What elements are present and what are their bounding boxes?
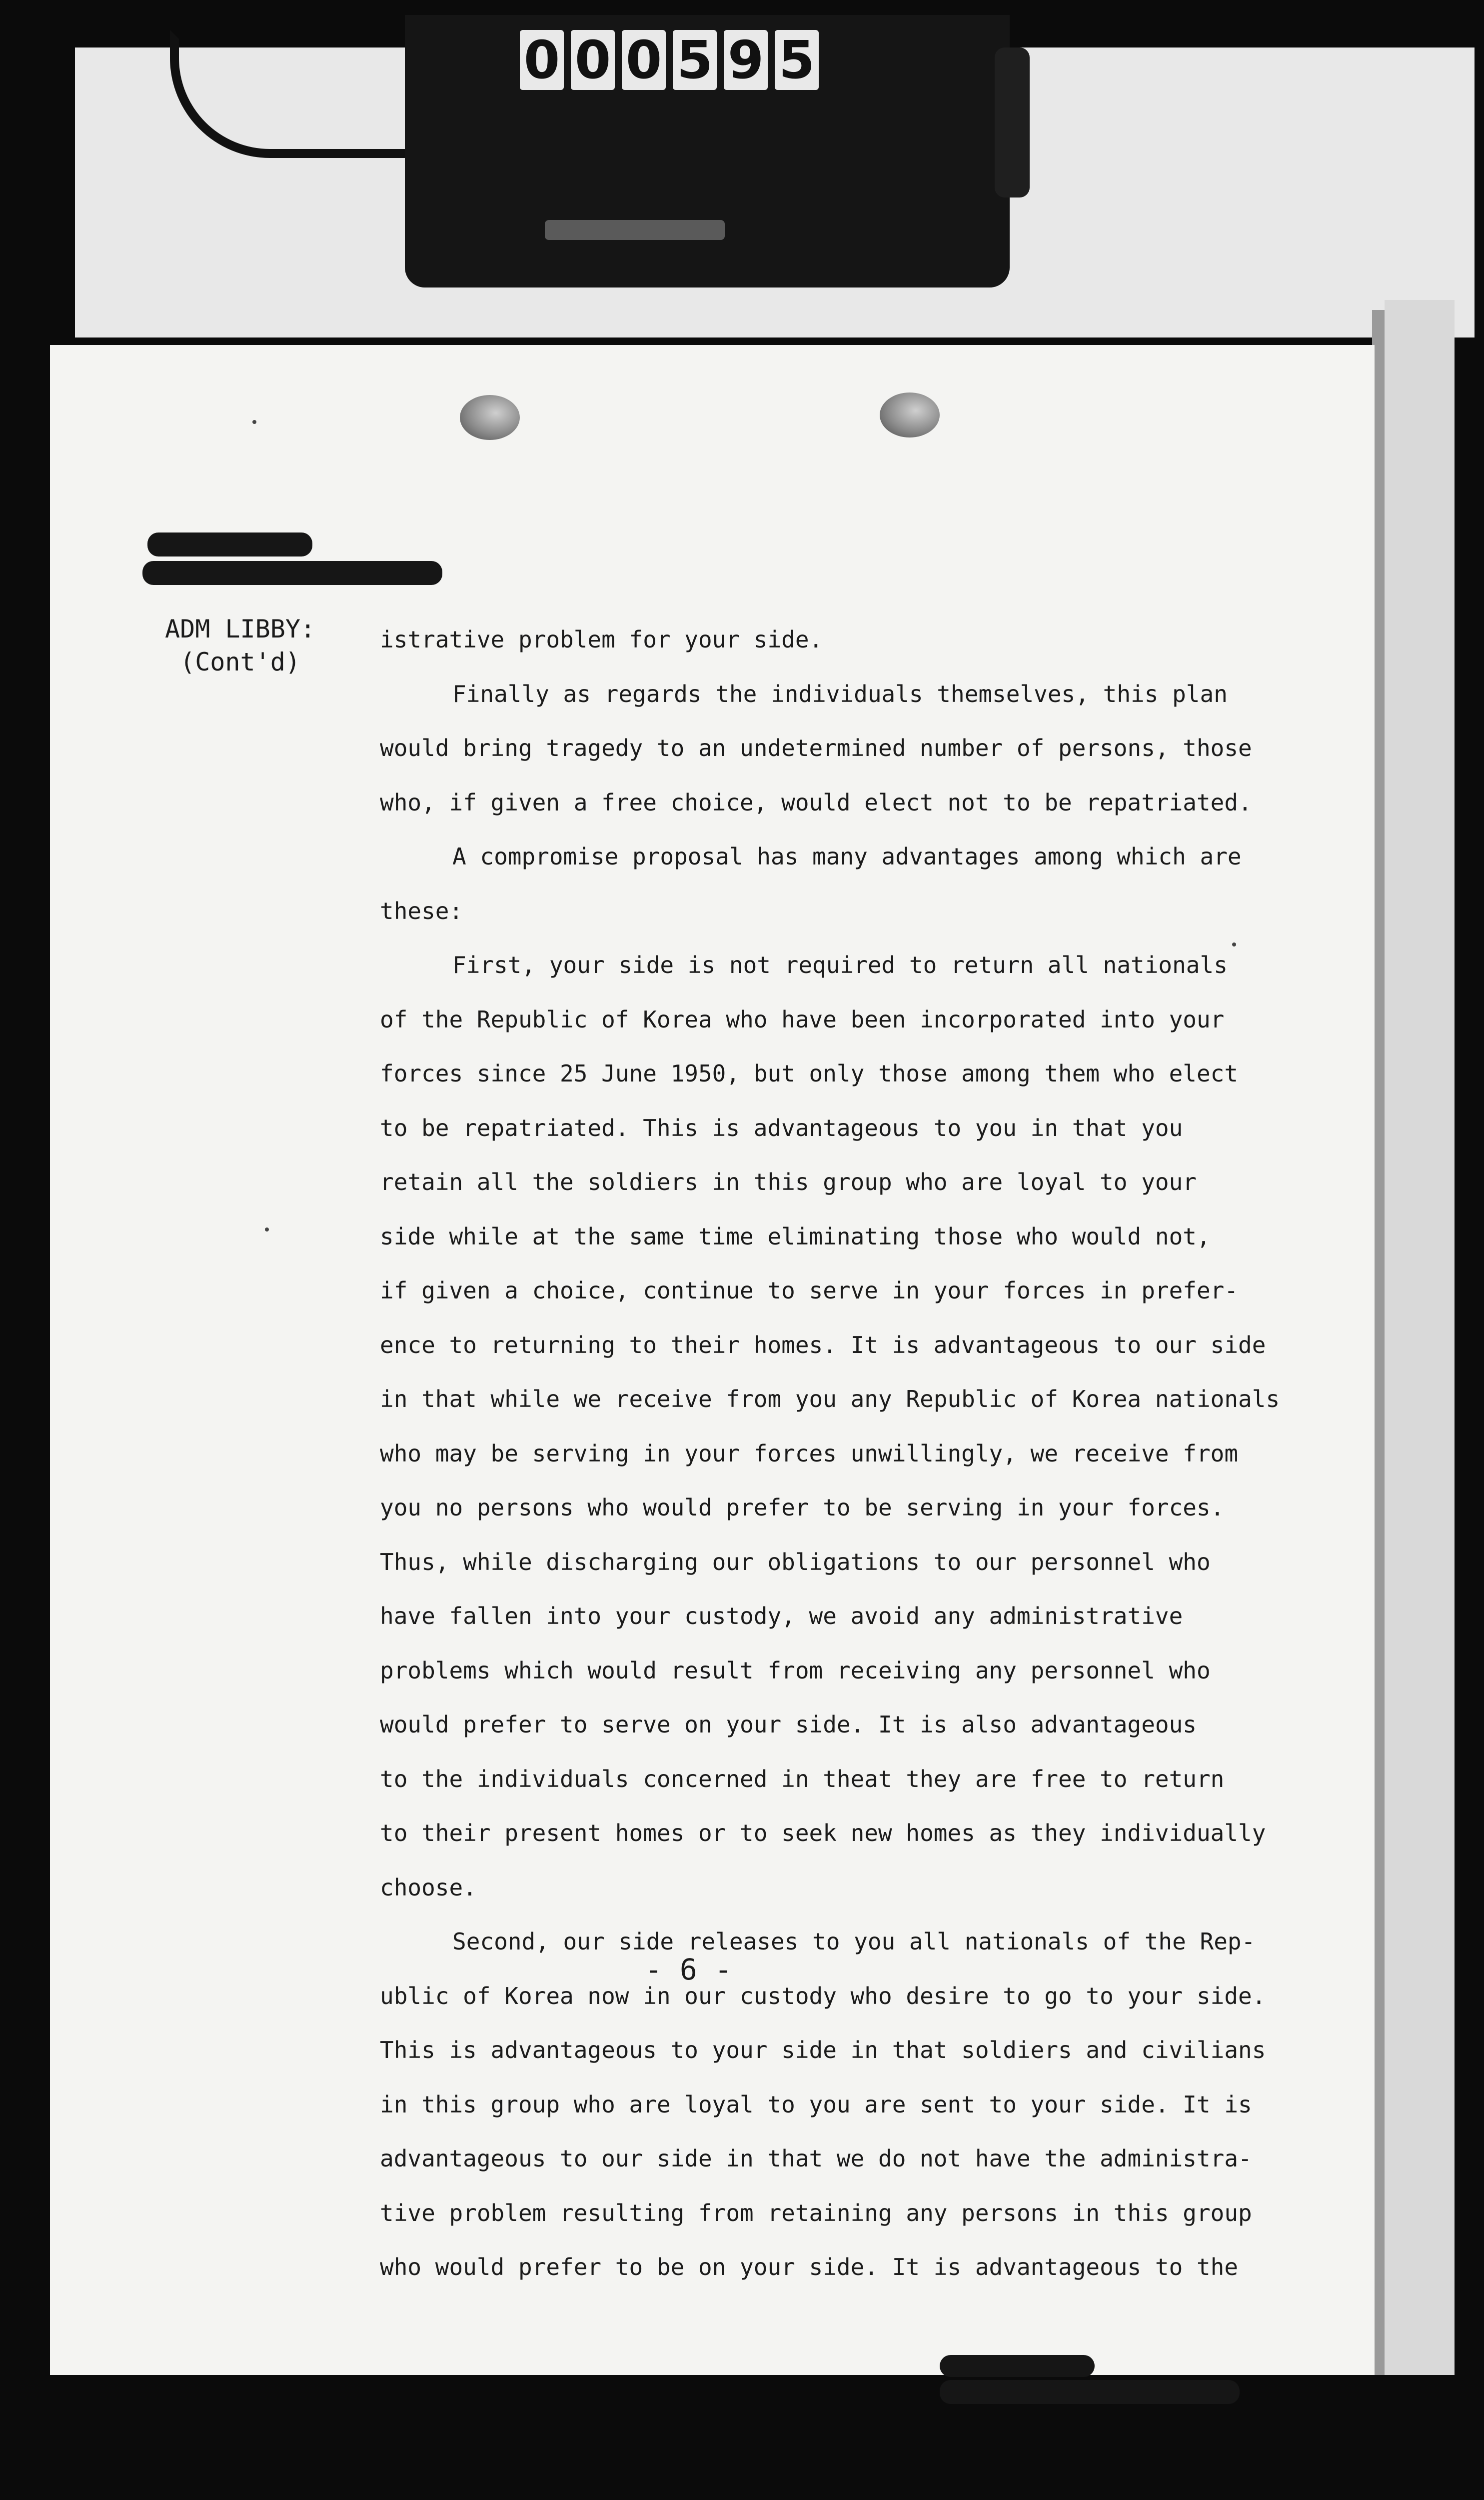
text-line: these: <box>380 897 463 924</box>
text-line: would bring tragedy to an undetermined number of persons, those <box>380 734 1252 762</box>
underlying-page-edge <box>1385 300 1455 2375</box>
text-line: would prefer to serve on your side. It is also advantageous <box>380 1711 1197 1738</box>
text-line: if given a choice, continue to serve in your forces in prefer- <box>380 1277 1239 1304</box>
text-line: istrative problem for your side. <box>380 626 823 653</box>
text-line: Second, our side releases to you all nationals of the Rep- <box>452 1928 1256 1955</box>
text-line: ublic of Korea now in our custody who desire to go to your side. <box>380 1982 1266 2010</box>
text-line: in this group who are loyal to you are sent to your side. It is <box>380 2090 1252 2118</box>
text-line: First, your side is not required to return all nationals <box>452 952 1228 978</box>
counter-knob <box>995 48 1030 198</box>
text-line: in that while we receive from you any Republic of Korea nationals <box>380 1386 1280 1412</box>
counter-digit: 0 <box>622 30 666 90</box>
text-line: have fallen into your custody, we avoid any administrative <box>380 1602 1183 1630</box>
redaction-bar <box>940 2380 1240 2404</box>
counter-digit: 0 <box>520 30 564 90</box>
speaker-continued: (Cont'd) <box>180 648 300 676</box>
text-line: Finally as regards the individuals themselves, this plan <box>452 680 1228 708</box>
speaker-label <box>165 612 315 678</box>
text-line: Thus, while discharging our obligations to our personnel who <box>380 1548 1211 1576</box>
text-line: tive problem resulting from retaining any persons in this group <box>380 2199 1252 2226</box>
redaction-bar <box>142 561 442 585</box>
counter-digit: 9 <box>724 30 768 90</box>
speck <box>265 1228 269 1232</box>
text-line: you no persons who would prefer to be serving in your forces. <box>380 1494 1225 1521</box>
counter-digits <box>520 30 819 90</box>
text-line: who, if given a free choice, would elect not to be repatriated. <box>380 788 1252 816</box>
punch-hole <box>460 395 520 440</box>
text-line: who would prefer to be on your side. It is advantageous to the <box>380 2254 1239 2280</box>
text-line: advantageous to our side in that we do not have the administra- <box>380 2145 1252 2172</box>
text-line: of the Republic of Korea who have been incorporated into your <box>380 1006 1225 1033</box>
counter-digit: 0 <box>571 30 615 90</box>
counter-digit: 5 <box>775 30 819 90</box>
text-line: This is advantageous to your side in that soldiers and civilians <box>380 2036 1266 2064</box>
page-number: - 6 - <box>645 1952 732 1986</box>
text-line: ence to returning to their homes. It is advantageous to our side <box>380 1331 1266 1358</box>
redaction-bar <box>940 2355 1095 2377</box>
text-line: to be repatriated. This is advantageous to you in that you <box>380 1114 1183 1142</box>
body-text <box>380 612 1360 2294</box>
punch-hole <box>880 392 940 438</box>
counter-digit: 5 <box>673 30 717 90</box>
text-line: choose. <box>380 1874 477 1901</box>
text-line: problems which would result from receiving any personnel who <box>380 1656 1211 1684</box>
speck <box>252 420 256 424</box>
text-line: retain all the soldiers in this group who are loyal to your <box>380 1168 1197 1196</box>
text-line: A compromise proposal has many advantages among which are <box>452 843 1242 870</box>
speaker-name: ADM LIBBY: <box>165 614 316 644</box>
text-line: forces since 25 June 1950, but only those among them who elect <box>380 1060 1239 1087</box>
text-line: side while at the same time eliminating those who would not, <box>380 1222 1211 1250</box>
redaction-bar <box>147 532 312 556</box>
text-line: who may be serving in your forces unwillingly, we receive from <box>380 1440 1239 1467</box>
text-line: to their present homes or to seek new homes as they individually <box>380 1820 1266 1846</box>
text-line: to the individuals concerned in theat they are free to return <box>380 1765 1225 1792</box>
counter-slot <box>545 220 725 240</box>
